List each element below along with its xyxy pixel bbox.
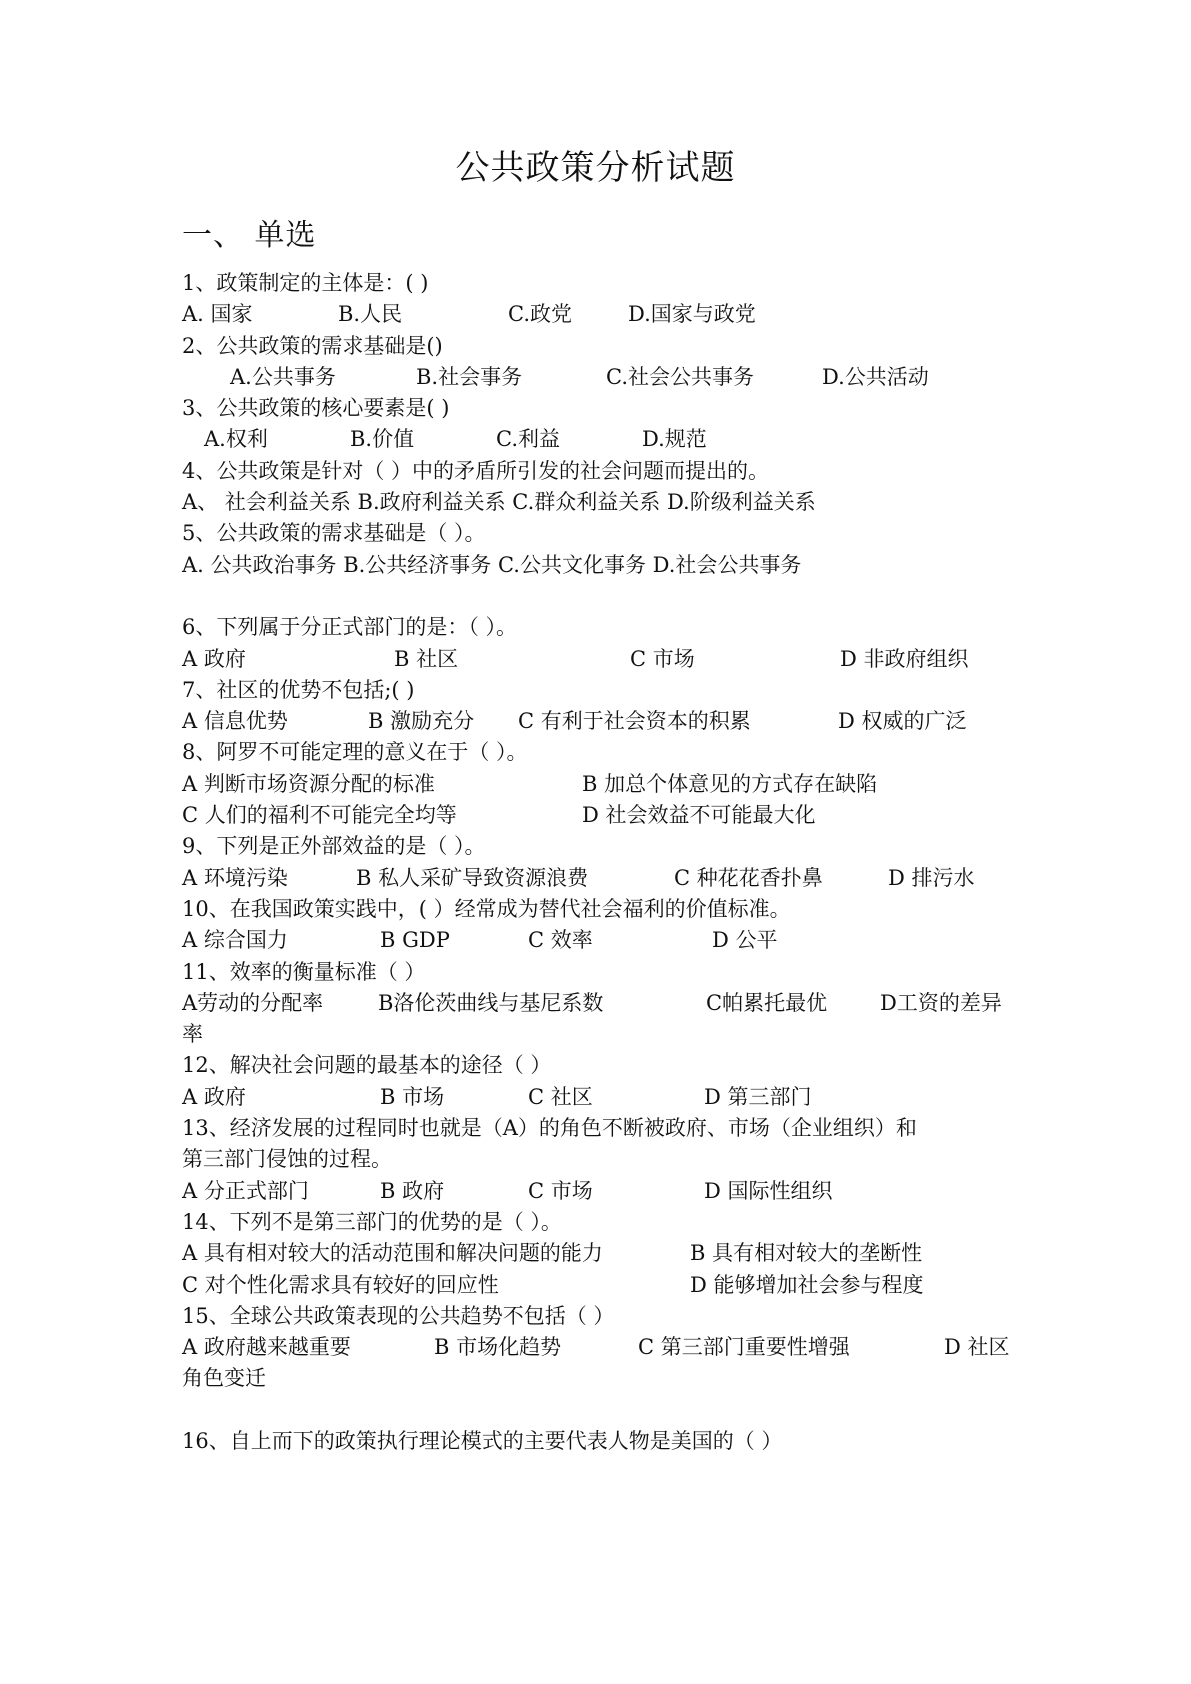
option-b: B.社会事务 <box>416 364 523 389</box>
question-9-options <box>182 863 1022 894</box>
option-a: A劳动的分配率 <box>182 990 324 1015</box>
option-a: A 环境污染 <box>182 865 288 890</box>
question-11-options <box>182 988 1022 1019</box>
option-a: A. 国家 <box>182 302 253 327</box>
option-c: C帕累托最优 <box>706 990 828 1015</box>
question-list <box>182 268 1022 1457</box>
option-a: A 政府越来越重要 <box>182 1335 351 1360</box>
option-a: A.权利 <box>204 427 268 452</box>
option-b: B 私人采矿导致资源浪费 <box>356 865 589 890</box>
question-5-options: A. 公共政治事务 B.公共经济事务 C.公共文化事务 D.社会公共事务 <box>182 552 802 577</box>
option-c: C 市场 <box>528 1178 593 1203</box>
option-d: D 排污水 <box>888 865 975 890</box>
question-7-options <box>182 706 1022 737</box>
question-4-options: A、 社会利益关系 B.政府利益关系 C.群众利益关系 D.阶级利益关系 <box>182 490 816 515</box>
question-2-options <box>182 362 1022 393</box>
blank-line <box>182 581 1022 612</box>
option-c: C 对个性化需求具有较好的回应性 <box>182 1272 499 1297</box>
question-14-options-row-1 <box>182 1238 1022 1269</box>
option-d: D 社区 <box>944 1335 1010 1360</box>
option-c: C.利益 <box>496 427 560 452</box>
option-d: D.国家与政党 <box>628 302 756 327</box>
question-10-options <box>182 925 1022 956</box>
question-11: 11、效率的衡量标准（ ） <box>182 959 426 984</box>
option-b: B 市场化趋势 <box>434 1335 562 1360</box>
option-b: B 加总个体意见的方式存在缺陷 <box>582 771 878 796</box>
option-c: C 效率 <box>528 928 593 953</box>
question-5: 5、公共政策的需求基础是（ ）。 <box>182 521 486 546</box>
question-10: 10、在我国政策实践中，( ）经常成为替代社会福利的价值标准。 <box>182 896 791 921</box>
option-a: A 信息优势 <box>182 709 288 734</box>
option-c: C 第三部门重要性增强 <box>638 1335 850 1360</box>
option-a: A 政府 <box>182 646 246 671</box>
question-8: 8、阿罗不可能定理的意义在于（ ）。 <box>182 740 528 765</box>
blank-line <box>182 1395 1022 1426</box>
question-15-options <box>182 1332 1022 1363</box>
option-a: A 判断市场资源分配的标准 <box>182 771 435 796</box>
question-15-options-continued: 角色变迁 <box>182 1366 266 1391</box>
question-4: 4、公共政策是针对（ ）中的矛盾所引发的社会问题而提出的。 <box>182 458 770 483</box>
option-d: D 能够增加社会参与程度 <box>690 1272 924 1297</box>
question-9: 9、下列是正外部效益的是（ ）。 <box>182 834 486 859</box>
document-title: 公共政策分析试题 <box>455 148 736 188</box>
option-c: C 种花花香扑鼻 <box>674 865 823 890</box>
option-d: D 社会效益不可能最大化 <box>582 803 816 828</box>
question-2: 2、公共政策的需求基础是() <box>182 333 443 358</box>
option-c: C 有利于社会资本的积累 <box>518 709 751 734</box>
option-a: A.公共事务 <box>230 364 336 389</box>
option-d: D 国际性组织 <box>704 1178 833 1203</box>
option-d: D 第三部门 <box>704 1084 812 1109</box>
question-14-options-row-2 <box>182 1270 1022 1301</box>
option-a: A 政府 <box>182 1084 246 1109</box>
question-3-options <box>182 424 1022 455</box>
question-12-options <box>182 1082 1022 1113</box>
question-3: 3、公共政策的核心要素是( ) <box>182 396 450 421</box>
question-8-options-row-1 <box>182 769 1022 800</box>
option-d: D 权威的广泛 <box>838 709 967 734</box>
option-b: B 激励充分 <box>368 709 475 734</box>
option-d: D.公共活动 <box>822 364 929 389</box>
question-13-continued: 第三部门侵蚀的过程。 <box>182 1147 392 1172</box>
option-b: B.人民 <box>338 302 403 327</box>
question-6-options <box>182 644 1022 675</box>
option-d: D 非政府组织 <box>840 646 969 671</box>
option-c: C.社会公共事务 <box>606 364 754 389</box>
option-b: B 市场 <box>380 1084 445 1109</box>
section-heading: 一、 单选 <box>182 218 317 253</box>
option-b: B 具有相对较大的垄断性 <box>690 1241 923 1266</box>
option-b: B洛伦茨曲线与基尼系数 <box>378 990 604 1015</box>
option-a: A 具有相对较大的活动范围和解决问题的能力 <box>182 1241 603 1266</box>
option-a: A 分正式部门 <box>182 1178 309 1203</box>
option-d: D 公平 <box>712 928 778 953</box>
question-1-options <box>182 299 1022 330</box>
option-c: C 人们的福利不可能完全均等 <box>182 803 457 828</box>
question-1: 1、政策制定的主体是：( ) <box>182 271 429 295</box>
option-b: B.价值 <box>350 427 415 452</box>
option-c: C.政党 <box>508 302 572 327</box>
question-8-options-row-2 <box>182 800 1022 831</box>
option-d: D.规范 <box>642 427 707 452</box>
option-b: B GDP <box>380 928 450 953</box>
question-16: 16、自上而下的政策执行理论模式的主要代表人物是美国的（ ） <box>182 1428 783 1453</box>
question-7: 7、社区的优势不包括;( ) <box>182 677 415 702</box>
option-d: D工资的差异 <box>880 990 1002 1015</box>
question-15: 15、全球公共政策表现的公共趋势不包括（ ） <box>182 1303 615 1328</box>
option-a: A 综合国力 <box>182 928 288 953</box>
option-b: B 社区 <box>394 646 459 671</box>
question-13: 13、经济发展的过程同时也就是（A）的角色不断被政府、市场（企业组织）和 <box>182 1116 917 1141</box>
option-c: C 社区 <box>528 1084 593 1109</box>
question-13-options <box>182 1176 1022 1207</box>
question-12: 12、解决社会问题的最基本的途径（ ） <box>182 1053 552 1078</box>
option-b: B 政府 <box>380 1178 445 1203</box>
question-11-options-continued: 率 <box>182 1022 203 1047</box>
option-c: C 市场 <box>630 646 695 671</box>
question-6: 6、下列属于分正式部门的是：（ ）。 <box>182 615 518 640</box>
question-14: 14、下列不是第三部门的优势的是（ ）。 <box>182 1209 562 1234</box>
